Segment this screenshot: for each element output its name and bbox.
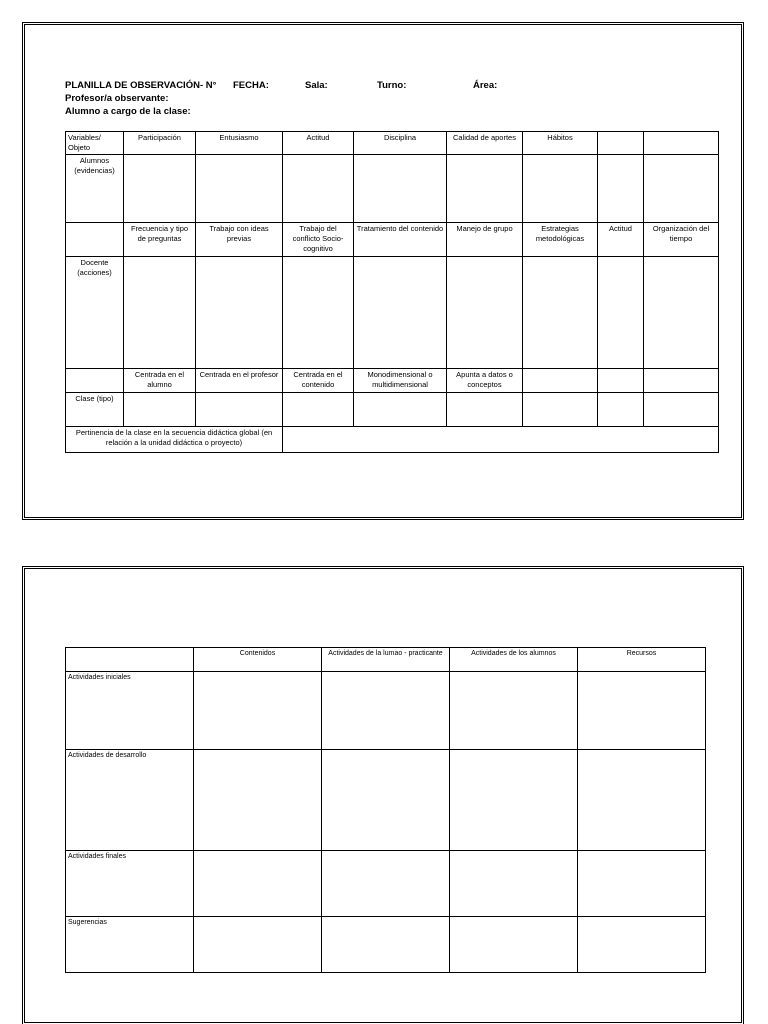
table-cell[interactable]	[578, 851, 706, 917]
table-cell[interactable]	[283, 427, 719, 453]
table-cell: Frecuencia y tipo de preguntas	[124, 223, 196, 257]
table-cell: Monodimensional o multidimensional	[354, 369, 447, 393]
table-row	[66, 917, 706, 973]
table-cell: Participación	[124, 132, 196, 155]
table-cell[interactable]	[196, 155, 283, 223]
table-cell	[66, 369, 124, 393]
table-row	[66, 155, 719, 223]
table-cell: Actividades iniciales	[66, 672, 194, 750]
table-cell[interactable]	[450, 750, 578, 851]
table-cell[interactable]	[194, 917, 322, 973]
table-cell: Variables/ Objeto	[66, 132, 124, 155]
table-cell[interactable]	[598, 369, 644, 393]
table-cell[interactable]	[450, 672, 578, 750]
area-label: Área:	[473, 80, 498, 91]
table-cell[interactable]	[644, 393, 719, 427]
table-cell: Tratamiento del contenido	[354, 223, 447, 257]
table-row	[66, 257, 719, 369]
table-cell[interactable]	[354, 155, 447, 223]
table-cell[interactable]	[644, 155, 719, 223]
table-cell[interactable]	[578, 672, 706, 750]
table-cell[interactable]	[354, 393, 447, 427]
table-cell[interactable]	[322, 750, 450, 851]
table-cell[interactable]	[644, 369, 719, 393]
table-row	[66, 648, 706, 672]
table-cell: Trabajo con ideas previas	[196, 223, 283, 257]
table-cell[interactable]	[447, 393, 523, 427]
table-row	[66, 851, 706, 917]
table-cell[interactable]	[196, 393, 283, 427]
planning-table	[65, 647, 706, 973]
table-cell[interactable]	[644, 257, 719, 369]
table-cell[interactable]	[124, 155, 196, 223]
table-cell: Sugerencias	[66, 917, 194, 973]
table-row	[66, 393, 719, 427]
fecha-label: FECHA:	[233, 80, 269, 91]
table-cell[interactable]	[283, 257, 354, 369]
table-cell: Actividades de la lumao - practicante	[322, 648, 450, 672]
table-cell[interactable]	[598, 257, 644, 369]
table-cell[interactable]	[598, 393, 644, 427]
table-cell[interactable]	[523, 369, 598, 393]
form-header	[65, 79, 497, 118]
table-cell[interactable]	[124, 257, 196, 369]
table-cell[interactable]	[283, 393, 354, 427]
observation-table	[65, 131, 719, 453]
table-cell: Actitud	[283, 132, 354, 155]
form-page-2	[22, 566, 744, 1024]
table-cell: Pertinencia de la clase en la secuencia didáctica global (en relación a la unidad didáctica o proyecto)	[66, 427, 283, 453]
table-cell[interactable]	[322, 851, 450, 917]
table-row	[66, 750, 706, 851]
table-cell[interactable]	[283, 155, 354, 223]
sala-label: Sala:	[305, 80, 328, 91]
table-cell: Centrada en el profesor	[196, 369, 283, 393]
table-cell[interactable]	[523, 257, 598, 369]
table-cell: Disciplina	[354, 132, 447, 155]
table-cell: Centrada en el alumno	[124, 369, 196, 393]
table-cell: Calidad de aportes	[447, 132, 523, 155]
table-row	[66, 427, 719, 453]
table-cell[interactable]	[196, 257, 283, 369]
table-cell[interactable]	[124, 393, 196, 427]
table-cell: Recursos	[578, 648, 706, 672]
table-cell: Estrategias metodológicas	[523, 223, 598, 257]
table-row	[66, 223, 719, 257]
profesor-label: Profesor/a observante:	[65, 93, 169, 104]
table-row	[66, 369, 719, 393]
table-cell[interactable]	[447, 155, 523, 223]
table-cell: Centrada en el contenido	[283, 369, 354, 393]
table-cell[interactable]	[578, 750, 706, 851]
table-cell[interactable]	[447, 257, 523, 369]
table-cell[interactable]	[450, 917, 578, 973]
table-cell	[66, 648, 194, 672]
table-cell[interactable]	[450, 851, 578, 917]
table-row	[66, 132, 719, 155]
table-row	[66, 672, 706, 750]
table-cell[interactable]	[598, 155, 644, 223]
table-cell: Alumnos (evidencias)	[66, 155, 124, 223]
table-cell[interactable]	[523, 393, 598, 427]
table-cell[interactable]	[194, 750, 322, 851]
table-cell: Actitud	[598, 223, 644, 257]
table-cell[interactable]	[644, 132, 719, 155]
table-cell: Actividades de desarrollo	[66, 750, 194, 851]
table-cell[interactable]	[598, 132, 644, 155]
table-cell: Contenidos	[194, 648, 322, 672]
table-cell: Manejo de grupo	[447, 223, 523, 257]
form-title: PLANILLA DE OBSERVACIÓN- N°	[65, 80, 217, 91]
table-cell[interactable]	[354, 257, 447, 369]
table-cell[interactable]	[322, 917, 450, 973]
table-cell[interactable]	[322, 672, 450, 750]
alumno-label: Alumno a cargo de la clase:	[65, 106, 191, 117]
table-cell: Docente (acciones)	[66, 257, 124, 369]
table-cell: Hábitos	[523, 132, 598, 155]
table-cell[interactable]	[194, 851, 322, 917]
table-cell: Entusiasmo	[196, 132, 283, 155]
table-cell: Actividades de los alumnos	[450, 648, 578, 672]
table-cell[interactable]	[578, 917, 706, 973]
form-page-1	[22, 22, 744, 520]
table-cell: Apunta a datos o conceptos	[447, 369, 523, 393]
table-cell[interactable]	[194, 672, 322, 750]
table-cell: Organización del tiempo	[644, 223, 719, 257]
table-cell[interactable]	[523, 155, 598, 223]
table-cell: Clase (tipo)	[66, 393, 124, 427]
turno-label: Turno:	[377, 80, 407, 91]
table-cell: Actividades finales	[66, 851, 194, 917]
table-cell: Trabajo del conflicto Socio-cognitivo	[283, 223, 354, 257]
table-cell	[66, 223, 124, 257]
